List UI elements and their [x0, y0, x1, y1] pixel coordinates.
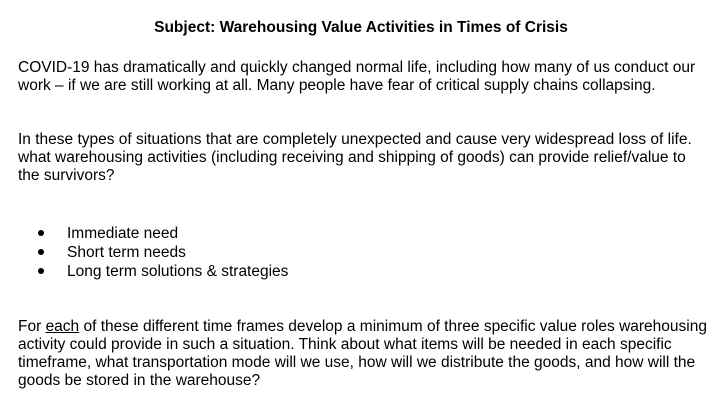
instructions-lead: For — [18, 318, 46, 335]
instructions-emphasis: each — [45, 318, 80, 335]
intro-paragraph: COVID-19 has dramatically and quickly changed normal life, including how many of us conduct our work – if we are still working at all. Many people have fear of critical supply chains collapsing. — [18, 59, 696, 94]
timeframe-bullet-list — [0, 224, 288, 281]
bullet-icon — [38, 268, 44, 274]
question-paragraph: In these types of situations that are completely unexpected and cause very widespread loss of life. what warehousing activities (including receiving and shipping of goods) can provide relief/value to the survivors? — [18, 131, 692, 184]
bullet-label: Short term needs — [67, 244, 186, 261]
subject-title: Subject: Warehousing Value Activities in Times of Crisis — [154, 19, 568, 36]
bullet-item-immediate-need — [0, 224, 288, 243]
bullet-icon — [38, 249, 44, 255]
bullet-label: Long term solutions & strategies — [67, 263, 289, 280]
instructions-paragraph — [18, 318, 708, 390]
bullet-icon — [38, 230, 44, 236]
bullet-item-long-term-solutions — [0, 262, 288, 281]
instructions-rest: of these different time frames develop a minimum of three specific value roles warehousing activity could provide in such a situation. Think about what items will be needed in each specific timeframe, what transportation mode will we use, how will we distribute the goods, and how will the goods be stored in the warehouse? — [18, 318, 707, 389]
bullet-item-short-term-needs — [0, 243, 288, 262]
bullet-label: Immediate need — [67, 225, 179, 242]
